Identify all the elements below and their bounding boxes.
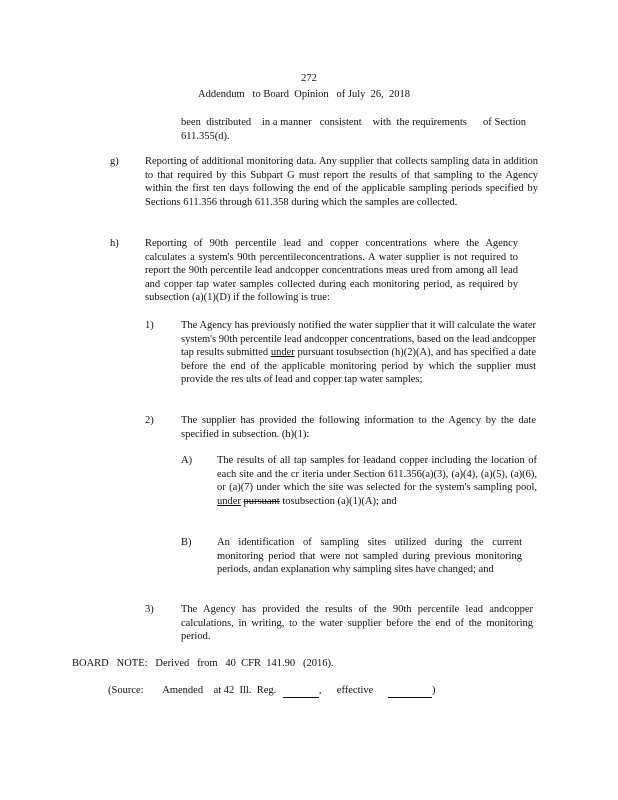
- item-h-label: h): [110, 238, 119, 249]
- item-g-text: Reporting of additional monitoring data. Any supplier that collects sampling data in addition to that required by this Subpart G must report the results of that sampling to the Agency within the first ten days following the end of the applicable sampling periods specified by Sections 611.356 through 611.358 during which the samples are collected.: [145, 156, 538, 208]
- page-header-title: Addendum to Board Opinion of July 26, 2018: [198, 89, 411, 100]
- source-line: [108, 684, 435, 698]
- subitem-1-label: 1): [145, 320, 154, 331]
- page-number: 272: [301, 73, 317, 84]
- continuation-paragraph: been distributed in a manner consistent with the requirements of Section 611.355(d).: [181, 117, 529, 142]
- subitem-1-text-a: The Agency has previously notified the water supplier that it will calculate the water system's 90th percentile lead andcopper concentrations, based on the lead andcopper tap results submitted: [181, 320, 536, 359]
- source-amended: Amended at 42 Ill. Reg.: [162, 685, 277, 696]
- source-effective: effective: [336, 685, 374, 696]
- subitem-3-label: 3): [145, 604, 154, 615]
- source-prefix: (Source:: [108, 685, 144, 696]
- subitem-2a-deleted-pursuant: pursuant: [243, 495, 280, 507]
- board-note: BOARD NOTE: Derived from 40 CFR 141.90 (2016).: [72, 658, 334, 669]
- subitem-2-label: 2): [145, 415, 154, 426]
- source-close: ): [431, 685, 436, 696]
- subitem-2a-text-b: tosubsection (a)(1)(A); and: [279, 495, 397, 507]
- subitem-2a-text: [217, 454, 537, 508]
- item-h-text: Reporting of 90th percentile lead and copper concentrations where the Agency calculates a system's 90th percentileconcentrations. A water supplier is not required to report the 90th percentile lead andcopper concentrations meas ured from among all lead and copper tap water samples collected during each monitoring period, as required by subsection (a)(1)(D) if the following is true:: [145, 238, 518, 304]
- subitem-1-text-b: pursuant tosubsection (h)(2)(A), and has specified a date before the end of the applicable monitoring period by which the supplier must provide the res ults of lead and copper tap water samples;: [181, 347, 536, 386]
- subitem-2-text: The supplier has provided the following information to the Agency by the date specified in subsection. (h)(1):: [181, 415, 536, 440]
- subitem-2a-inserted-under: under: [217, 495, 241, 507]
- source-comma: ,: [318, 685, 322, 696]
- subitem-2a-label: A): [181, 455, 193, 466]
- subitem-3-text: The Agency has provided the results of the 90th percentile lead andcopper calculations, in writing, to the water supplier before the end of the monitoring period.: [181, 604, 533, 643]
- source-reg-page-blank: [283, 687, 319, 698]
- source-effective-date-blank: [388, 687, 432, 698]
- item-g-label: g): [110, 156, 119, 167]
- subitem-2b-label: B): [181, 537, 192, 548]
- subitem-1-inserted-under: under: [270, 347, 295, 359]
- subitem-1-text: [181, 319, 536, 387]
- subitem-2a-text-a: The results of all tap samples for leadand copper including the location of each site and the cr iteria under Section 611.356(a)(3), (a)(4), (a)(5), (a)(6), or (a)(7) under which the site was selected for the system's sampling pool,: [217, 455, 537, 494]
- subitem-2b-text: An identification of sampling sites utilized during the current monitoring period that were not sampled during previous monitoring periods, andan explanation why sampling sites have changed; and: [217, 537, 522, 576]
